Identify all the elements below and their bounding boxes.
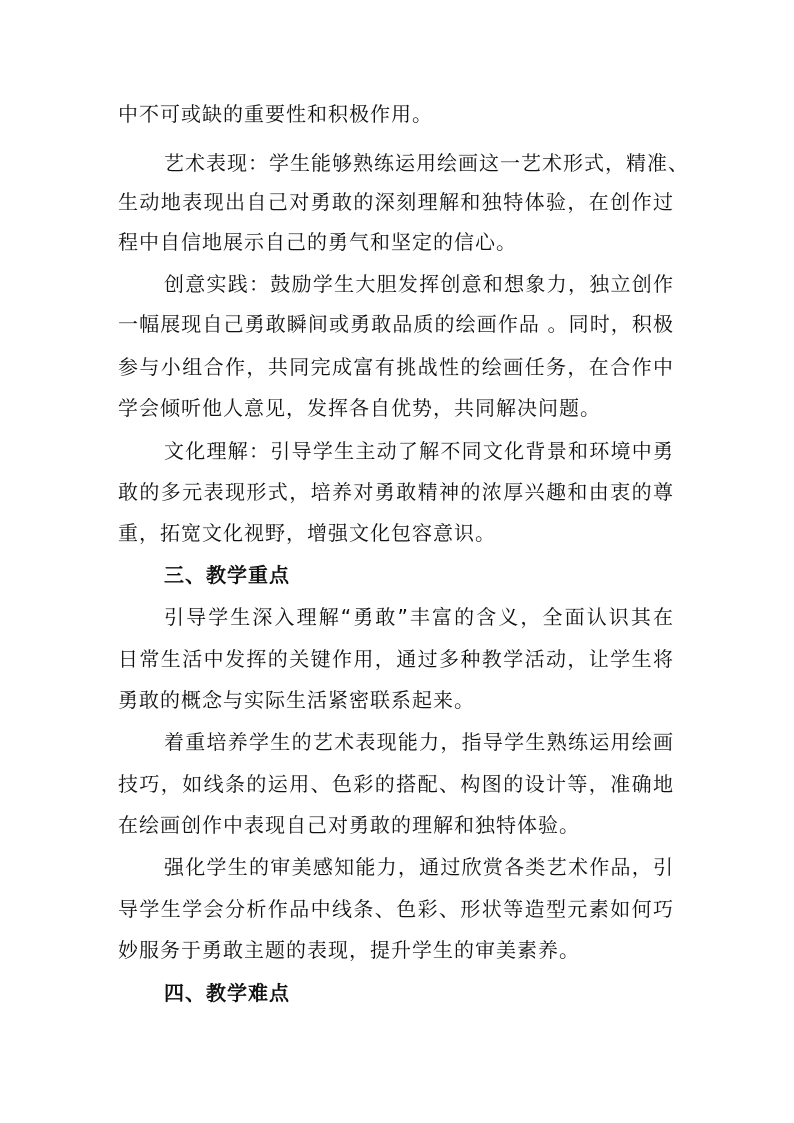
paragraph-line: 创意实践：鼓励学生大胆发挥创意和想象力，独立创作 (164, 272, 674, 296)
paragraph-line: 程中自信地展示自己的勇气和坚定的信心。 (118, 230, 517, 254)
paragraph-line: 艺术表现：学生能够熟练运用绘画这一艺术形式，精准、 (164, 151, 689, 175)
paragraph-line: 着重培养学生的艺术表现能力，指导学生熟练运用绘画 (164, 730, 674, 754)
paragraph-line: 在绘画创作中表现自己对勇敢的理解和独特体验。 (118, 813, 580, 837)
paragraph-line: 强化学生的审美感知能力，通过欣赏各类艺术作品，引 (164, 855, 674, 879)
paragraph-line: 生动地表现出自己对勇敢的深刻理解和独特体验，在创作过 (118, 190, 674, 214)
section-heading: 三、教学重点 (164, 563, 290, 587)
paragraph-line: 中不可或缺的重要性和积极作用。 (118, 102, 433, 126)
paragraph-line: 日常生活中发挥的关键作用，通过多种教学活动，让学生将 (118, 647, 674, 671)
section-heading: 四、教学难点 (164, 981, 290, 1005)
paragraph-line: 导学生学会分析作品中线条、色彩、形状等造型元素如何巧 (118, 897, 674, 921)
paragraph-line: 妙服务于勇敢主题的表现，提升学生的审美素养。 (118, 938, 580, 962)
paragraph-line: 技巧，如线条的运用、色彩的搭配、构图的设计等，准确地 (118, 772, 674, 796)
paragraph-line: 引导学生深入理解“勇敢”丰富的含义，全面认识其在 (164, 605, 674, 629)
paragraph-line: 勇敢的概念与实际生活紧密联系起来。 (118, 688, 475, 712)
paragraph-line: 一幅展现自己勇敢瞬间或勇敢品质的绘画作品 。同时，积极 (118, 312, 674, 336)
paragraph-line: 重，拓宽文化视野，增强文化包容意识。 (118, 521, 496, 545)
paragraph-line: 参与小组合作，共同完成富有挑战性的绘画任务，在合作中 (118, 355, 674, 379)
paragraph-line: 敢的多元表现形式，培养对勇敢精神的浓厚兴趣和由衷的尊 (118, 480, 674, 504)
paragraph-line: 学会倾听他人意见，发挥各自优势，共同解决问题。 (118, 396, 601, 420)
paragraph-line: 文化理解：引导学生主动了解不同文化背景和环境中勇 (164, 439, 674, 463)
